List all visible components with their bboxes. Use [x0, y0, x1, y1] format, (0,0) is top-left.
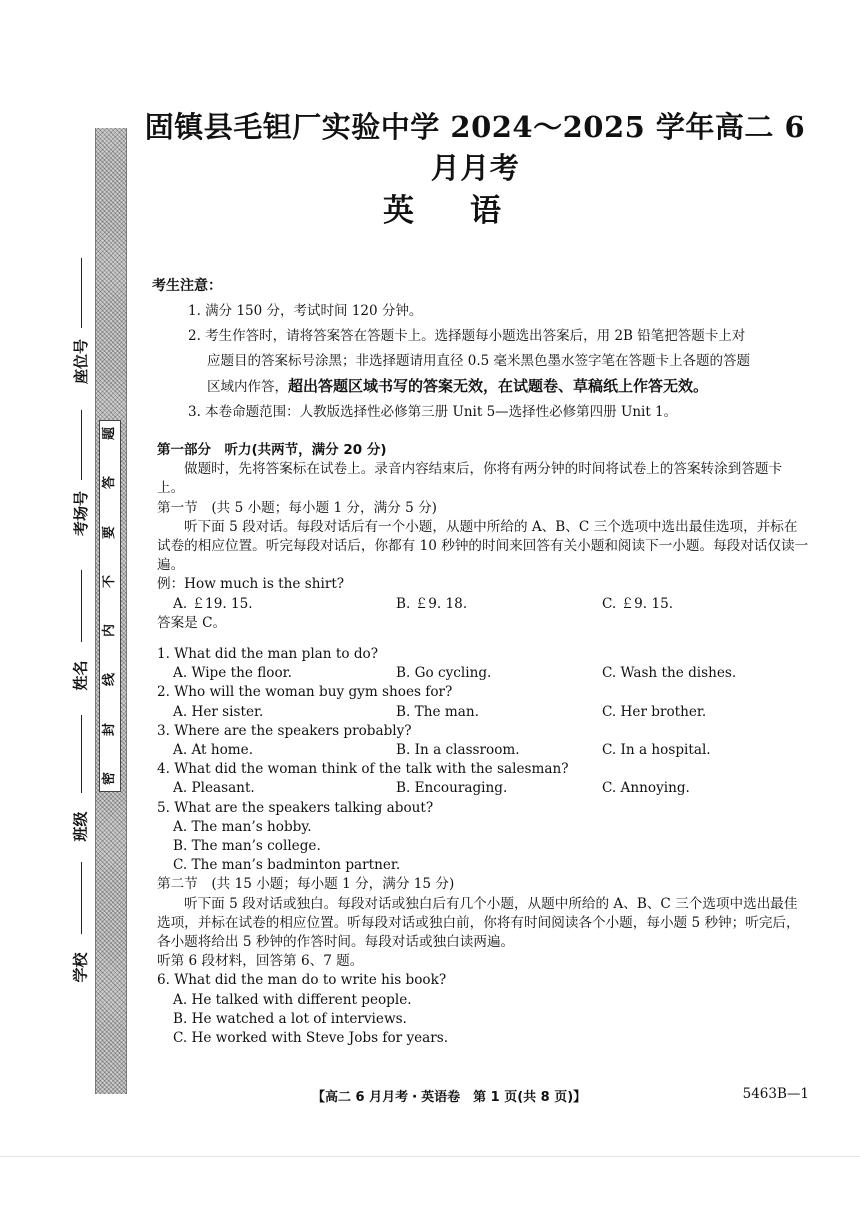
question-4-options — [157, 779, 809, 798]
option-c: C. He worked with Steve Jobs for years. — [173, 1030, 449, 1047]
page-footer — [157, 1086, 809, 1106]
seal-char: 内 — [102, 624, 118, 638]
school-line — [81, 862, 82, 934]
seal-char: 封 — [102, 722, 118, 736]
option-b: B. The man. — [396, 703, 479, 720]
question-1-options — [157, 664, 809, 683]
name-line — [81, 570, 82, 642]
section1-heading: 第一节 (共 5 小题；每小题 1 分，满分 5 分) — [157, 499, 437, 516]
example-question: 例：How much is the shirt? — [157, 576, 345, 593]
candidate-notice — [152, 274, 812, 425]
notice-warning: 超出答题区域书写的答案无效，在试题卷、草稿纸上作答无效。 — [288, 377, 709, 395]
question-5: 5. What are the speakers talking about? — [157, 799, 434, 816]
option-c: C. Annoying. — [602, 780, 690, 797]
seat-number-field — [68, 258, 94, 385]
class-line — [81, 715, 82, 793]
option-a: A. Pleasant. — [173, 780, 255, 797]
option-b: B. ￡9. 18. — [396, 595, 468, 612]
option-a: A. At home. — [173, 742, 254, 759]
seat-number-line — [81, 258, 82, 328]
seal-char: 线 — [102, 673, 118, 687]
bottom-divider — [0, 1156, 860, 1157]
option-a: A. The man’s hobby. — [173, 818, 312, 835]
notice-item-2-text: 区域内作答， — [207, 379, 288, 395]
notice-item-3: 3. 本卷命题范围：人教版选择性必修第三册 Unit 5—选择性必修第四册 Unit 1。 — [188, 404, 678, 420]
subject-title: 英语 — [383, 193, 557, 229]
seal-char: 密 — [102, 771, 118, 785]
seal-char: 要 — [102, 525, 118, 539]
seal-line-box — [99, 420, 121, 792]
footer-page-info: 【高二 6 月月考・英语卷 第 1 页(共 8 页)】 — [312, 1090, 587, 1105]
name-label: 姓名 — [71, 660, 90, 691]
name-field — [68, 570, 94, 691]
option-a: A. ￡19. 15. — [173, 595, 253, 612]
option-c: C. The man’s badminton partner. — [173, 857, 401, 874]
notice-item-2-cont: 应题目的答案标号涂黑；非选择题请用直径 0.5 毫米黑色墨水签字笔在答题卡上各题的答题 — [207, 353, 751, 369]
example-answer: 答案是 C。 — [157, 614, 227, 631]
room-number-line — [81, 410, 82, 480]
class-field — [68, 715, 94, 842]
part1-heading: 第一部分 听力(共两节，满分 20 分) — [157, 442, 387, 458]
seat-number-label: 座位号 — [71, 338, 90, 385]
notice-item-2-cont2 — [152, 374, 812, 400]
option-b: B. Go cycling. — [396, 665, 492, 682]
example-options — [157, 595, 809, 614]
section2-heading: 第二节 (共 15 小题；每小题 1 分，满分 15 分) — [157, 876, 455, 893]
exam-title: 固镇县毛钽厂实验中学 2024～2025 学年高二 6 月月考 — [144, 110, 806, 185]
option-c: C. Her brother. — [602, 703, 707, 720]
question-2-options — [157, 703, 809, 722]
option-a: A. Her sister. — [173, 703, 264, 720]
room-number-label: 考场号 — [71, 490, 90, 537]
class-label: 班级 — [71, 811, 90, 842]
option-a: A. Wipe the floor. — [173, 665, 292, 682]
part1-intro: 做题时，先将答案标在试卷上。录音内容结束后，你将有两分钟的时间将试卷上的答案转涂到答题卡上。 — [157, 461, 783, 497]
section2-intro: 听下面 5 段对话或独白。每段对话或独白后有几个小题，从题中所给的 A、B、C 三个选项中选出最佳选项，并标在试卷的相应位置。听每段对话或独白前，你将有时间阅读各个小题，每小题 5 秒钟；听完后，各小题将给出 5 秒钟的作答时间。每段对话或独白读两遍。 — [157, 895, 800, 951]
option-b: B. He watched a lot of interviews. — [173, 1010, 407, 1027]
section1-intro: 听下面 5 段对话。每段对话后有一个小题，从题中所给的 A、B、C 三个选项中选出最佳选项，并标在试卷的相应位置。听完每段对话后，你都有 10 秒钟的时间来回答有关小题和阅读下一小题。每段对话仅读一遍。 — [157, 518, 809, 574]
option-a: A. He talked with different people. — [173, 991, 412, 1008]
notice-heading: 考生注意： — [152, 278, 222, 294]
footer-paper-code: 5463B—1 — [742, 1086, 809, 1102]
question-2: 2. Who will the woman buy gym shoes for? — [157, 684, 453, 701]
notice-item-1: 1. 满分 150 分，考试时间 120 分钟。 — [188, 303, 423, 319]
seal-char: 题 — [102, 426, 118, 441]
option-b: B. The man’s college. — [173, 838, 321, 855]
notice-item-2: 2. 考生作答时，请将答案答在答题卡上。选择题每小题选出答案后，用 2B 铅笔把答题卡上对 — [188, 328, 746, 344]
room-number-field — [68, 410, 94, 537]
option-c: C. Wash the dishes. — [602, 665, 737, 682]
material-6-note: 听第 6 段材料，回答第 6、7 题。 — [157, 953, 364, 970]
question-1: 1. What did the man plan to do? — [157, 646, 379, 663]
school-label: 学校 — [71, 952, 90, 983]
option-c: C. In a hospital. — [602, 742, 711, 759]
listening-section — [157, 441, 809, 1048]
option-b: B. In a classroom. — [396, 742, 520, 759]
seal-char: 不 — [102, 574, 118, 588]
school-field — [68, 862, 94, 983]
question-6: 6. What did the man do to write his book? — [157, 972, 447, 989]
option-b: B. Encouraging. — [396, 780, 508, 797]
question-4: 4. What did the woman think of the talk with the salesman? — [157, 761, 569, 778]
seal-char: 答 — [102, 476, 118, 490]
question-3: 3. Where are the speakers probably? — [157, 722, 412, 739]
question-3-options — [157, 741, 809, 760]
option-c: C. ￡9. 15. — [602, 595, 674, 612]
